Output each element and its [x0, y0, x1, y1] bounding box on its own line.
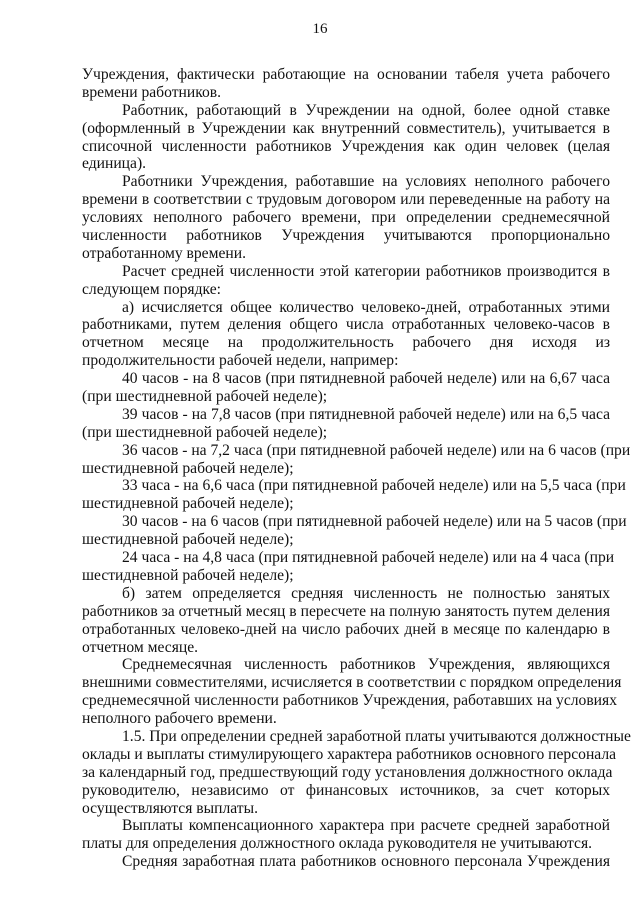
text-line: среднемесячной численности работников Учреждения, работавших на условиях — [82, 692, 617, 710]
paragraph — [82, 441, 631, 478]
paragraph — [82, 263, 610, 299]
text-line: Средняя заработная плата работников основного персонала Учреждения — [122, 853, 610, 871]
text-line: времени в соответствии с трудовым договором или переведенные на работу на — [82, 191, 610, 209]
text-line: шестидневной рабочей неделе); — [82, 495, 294, 513]
paragraph — [82, 299, 610, 371]
text-line: 36 часов - на 7,2 часа (при пятидневной рабочей неделе) или на 6 часов (при — [122, 441, 631, 459]
text-line: шестидневной рабочей неделе); — [82, 531, 294, 549]
paragraph — [82, 173, 610, 262]
paragraph — [82, 853, 610, 871]
text-line: шестидневной рабочей неделе); — [82, 459, 294, 477]
text-line: Выплаты компенсационного характера при расчете средней заработной — [122, 817, 610, 835]
paragraph — [82, 817, 610, 853]
document-body — [82, 66, 631, 871]
text-line: Учреждения, фактически работающие на основании табеля учета рабочего — [82, 66, 610, 83]
text-line: а) исчисляется общее количество человеко-дней, отработанных этими — [122, 298, 610, 316]
text-line: 33 часа - на 6,6 часа (при пятидневной рабочей неделе) или на 5,5 часа (при — [122, 477, 626, 495]
text-line: осуществляются выплаты. — [82, 799, 258, 817]
text-line: Работник, работающий в Учреждении на одной, более одной ставке — [122, 101, 610, 119]
text-line: Расчет средней численности этой категории работников производится в — [122, 262, 610, 280]
paragraph — [82, 513, 627, 549]
paragraph — [82, 102, 610, 174]
paragraph — [82, 549, 615, 585]
text-line: 30 часов - на 6 часов (при пятидневной рабочей неделе) или на 5 часов (при — [122, 513, 627, 531]
paragraph — [82, 585, 610, 657]
text-line: работников за отчетный месяц в пересчете на полную занятость путем деления — [82, 602, 610, 620]
text-line: (при шестидневной рабочей неделе); — [82, 388, 328, 406]
paragraph — [82, 406, 610, 442]
text-line: условиях неполного рабочего времени, при определении среднемесячной — [82, 209, 610, 227]
paragraph — [82, 477, 626, 513]
paragraph — [82, 370, 610, 406]
paragraph — [82, 66, 610, 102]
text-line: неполного рабочего времени. — [82, 710, 277, 728]
text-line: шестидневной рабочей неделе); — [82, 566, 294, 584]
text-line: (при шестидневной рабочей неделе); — [82, 423, 328, 441]
text-line: единица). — [82, 155, 147, 173]
text-line: 1.5. При определении средней заработной платы учитываются должностные — [122, 727, 631, 745]
text-line: 40 часов - на 8 часов (при пятидневной рабочей неделе) или на 6,67 часа — [122, 370, 610, 388]
text-line: 39 часов - на 7,8 часов (при пятидневной рабочей неделе) или на 6,5 часа — [122, 405, 610, 423]
text-line: времени работников. — [82, 83, 222, 101]
text-line: отработанному времени. — [82, 244, 246, 262]
text-line: внешними совместителями, исчисляется в соответствии с порядком определения — [82, 674, 622, 692]
text-line: Среднемесячная численность работников Учреждения, являющихся — [122, 656, 610, 674]
text-line: Работники Учреждения, работавшие на условиях неполного рабочего — [122, 173, 610, 191]
text-line: списочной численности работников Учреждения как один человек (целая — [82, 137, 610, 155]
paragraph — [82, 656, 622, 728]
text-line: отработанных человеко-дней на число рабочих дней в месяце по календарю в — [82, 620, 610, 638]
text-line: следующем порядке: — [82, 280, 221, 298]
text-line: за календарный год, предшествующий году установления должностного оклада — [82, 763, 613, 781]
text-line: отчетном месяце. — [82, 638, 199, 656]
text-line: отчетном месяце на продолжительность рабочего дня исходя из — [82, 334, 610, 352]
paragraph — [82, 727, 631, 817]
text-line: оклады и выплаты стимулирующего характера работников основного персонала — [82, 745, 617, 763]
text-line: продолжительности рабочей недели, например: — [82, 352, 399, 370]
text-line: руководителю, независимо от финансовых источников, за счет которых — [82, 781, 610, 799]
text-line: 24 часа - на 4,8 часа (при пятидневной рабочей неделе) или на 4 часа (при — [122, 549, 615, 567]
text-line: (оформленный в Учреждении как внутренний совместитель), учитывается в — [82, 119, 610, 137]
text-line: б) затем определяется средняя численность не полностью занятых — [122, 584, 610, 602]
text-line: платы для определения должностного оклада руководителя не учитываются. — [82, 835, 593, 853]
text-line: работниками, путем деления общего числа отработанных человеко-часов в — [82, 316, 610, 334]
text-line: численности работников Учреждения учитываются пропорционально — [82, 227, 610, 245]
page-number: 16 — [312, 21, 328, 37]
